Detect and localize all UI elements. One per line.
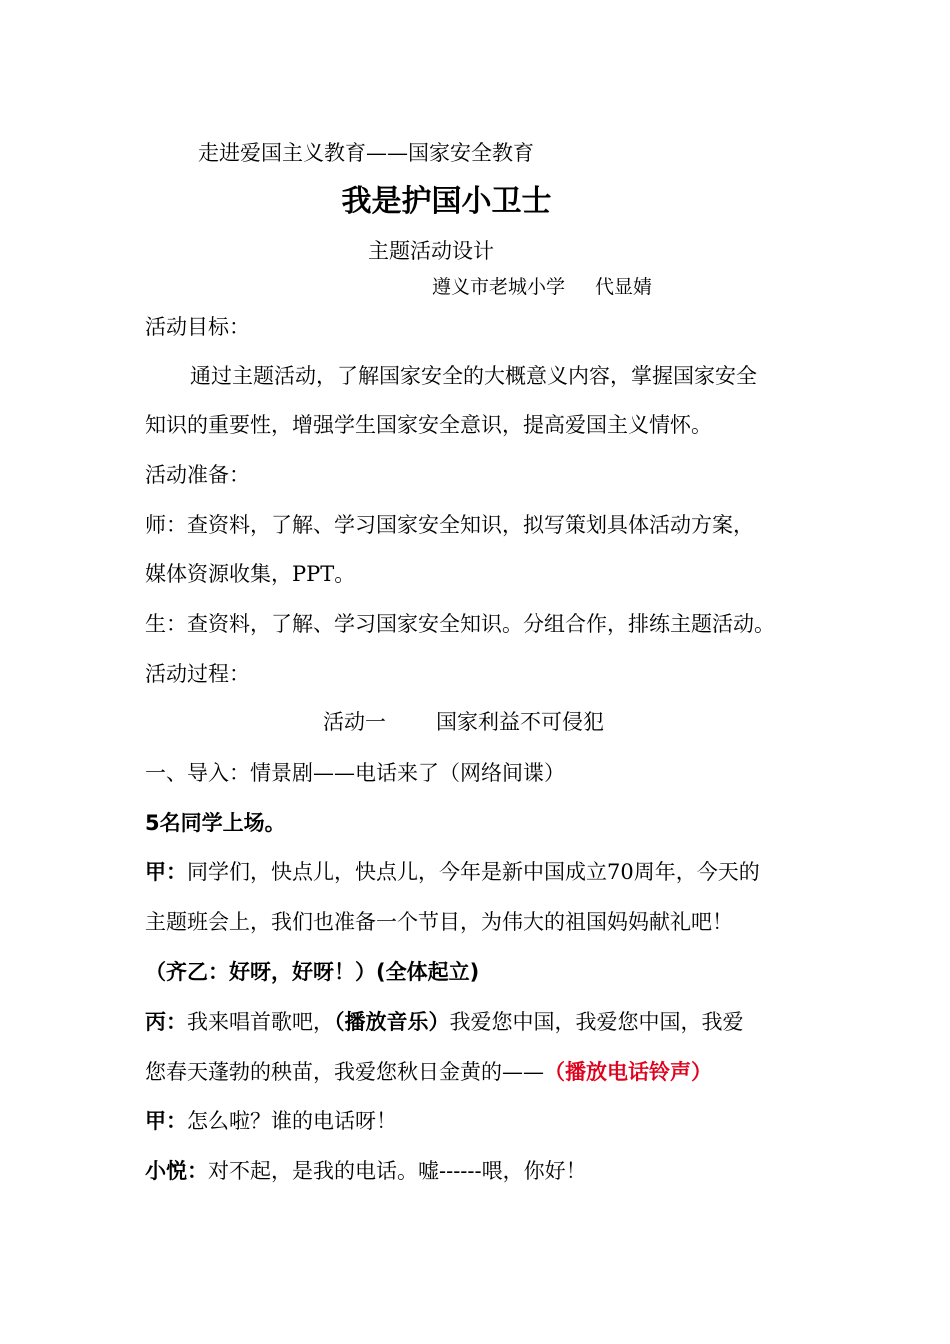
xiaoyue-text: 对不起，是我的电话。嘘------喂，你好！: [208, 1159, 587, 1183]
activity-1-label: 活动一: [323, 710, 386, 734]
prep-teacher-line-2: 媒体资源收集，PPT。: [145, 562, 356, 586]
jia-line-2: 主题班会上，我们也准备一个节目，为伟大的祖国妈妈献礼吧！: [145, 910, 733, 934]
speaker-xiaoyue: 小悦：: [145, 1159, 208, 1183]
prep-heading: 活动准备：: [145, 463, 250, 487]
author-line: [432, 273, 652, 301]
bing-line-2: [145, 1058, 712, 1086]
jia-text-3: 怎么啦？谁的电话呀！: [187, 1109, 397, 1133]
doc-theme: 主题活动设计: [368, 239, 494, 263]
speaker-jia-2: 甲：: [145, 1109, 187, 1133]
bing-line-1: [145, 1008, 744, 1036]
jia-line-3: [145, 1107, 397, 1135]
doc-title: 我是护国小卫士: [341, 184, 552, 219]
speaker-jia: 甲：: [145, 860, 187, 884]
goal-heading: 活动目标：: [145, 315, 250, 339]
activity-1-title: [323, 708, 604, 736]
speaker-bing: 丙：: [145, 1010, 187, 1034]
xiaoyue-line: [145, 1157, 587, 1185]
prep-teacher-line-1: 师：查资料，了解、学习国家安全知识，拟写策划具体活动方案，: [145, 513, 754, 537]
doc-subtitle: 走进爱国主义教育——国家安全教育: [198, 141, 534, 165]
bing-text-1: 我来唱首歌吧，: [187, 1010, 334, 1034]
jia-line-1: [145, 858, 760, 886]
school-name: 遵义市老城小学: [432, 276, 566, 298]
intro-line: 一、导入：情景剧——电话来了（网络间谍）: [145, 761, 565, 785]
author-name: 代显婧: [595, 276, 653, 298]
yi-line: （齐乙：好呀，好呀！）(全体起立): [145, 960, 480, 984]
phone-ring-cue: （播放电话铃声）: [544, 1060, 712, 1084]
prep-student: 生：查资料，了解、学习国家安全知识。分组合作，排练主题活动。: [145, 612, 775, 636]
activity-1-name: 国家利益不可侵犯: [436, 710, 604, 734]
bing-text-3: 您春天蓬勃的秧苗，我爱您秋日金黄的——: [145, 1060, 544, 1084]
bing-music-cue: （播放音乐）: [334, 1010, 450, 1034]
bing-text-2: 我爱您中国，我爱您中国，我爱: [449, 1010, 744, 1034]
goal-line-1: 通过主题活动，了解国家安全的大概意义内容，掌握国家安全: [190, 364, 757, 388]
enter-line: 5名同学上场。: [145, 811, 286, 835]
goal-line-2: 知识的重要性，增强学生国家安全意识，提高爱国主义情怀。: [145, 413, 712, 437]
jia-text-1: 同学们，快点儿，快点儿，今年是新中国成立70周年，今天的: [187, 860, 760, 884]
process-heading: 活动过程：: [145, 662, 250, 686]
